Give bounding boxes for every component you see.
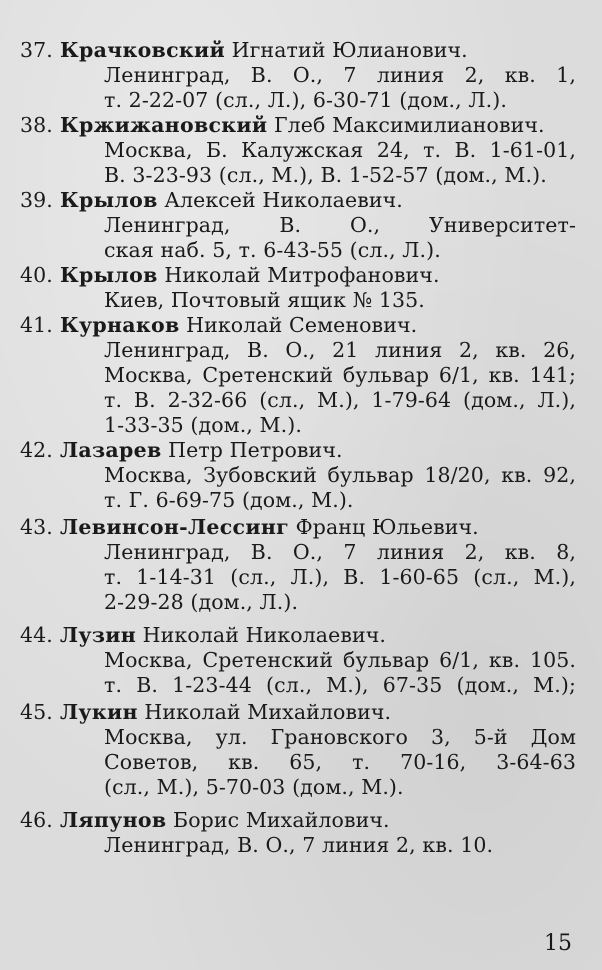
- entry-heading: [20, 188, 576, 213]
- entry-heading: [20, 623, 576, 648]
- entry-given-names: Петр Петрович.: [161, 438, 343, 462]
- entry-address-line: Ленинград, В. О., 7 линия 2, кв. 10.: [104, 833, 494, 857]
- entry-address-line: т. Г. 6-69-75 (дом., М.).: [104, 488, 354, 512]
- entry-surname: Левинсон-Лессинг: [60, 515, 289, 539]
- entry-surname: Ляпунов: [60, 808, 167, 832]
- entry-surname: Лузин: [60, 623, 137, 647]
- entry-number: 40.: [20, 263, 53, 287]
- entry-address-line: 1-33-35 (дом., М.).: [104, 413, 302, 437]
- entry-address-line: ская наб. 5, т. 6-43-55 (сл., Л.).: [104, 238, 441, 262]
- entry-given-names: Игнатий Юлианович.: [225, 38, 468, 62]
- directory-entry: [20, 623, 576, 698]
- entry-address-line: Ленинград, В. О., 21 линия 2, кв. 26,: [104, 338, 576, 362]
- entry-given-names: Николай Митрофанович.: [157, 263, 440, 287]
- entry-address-line: т. В. 2-32-66 (сл., М.), 1-79-64 (дом., Л.),: [104, 388, 576, 412]
- entry-address-line: Ленинград, В. О., 7 линия 2, кв. 1,: [104, 63, 576, 87]
- entry-address-line: Ленинград, В. О., 7 линия 2, кв. 8,: [104, 540, 576, 564]
- entry-heading: [20, 438, 576, 463]
- directory-entry: [20, 38, 576, 113]
- entry-address-line: Москва, ул. Грановского 3, 5-й Дом: [104, 725, 576, 749]
- entry-heading: [20, 515, 576, 540]
- entry-number: 44.: [20, 623, 53, 647]
- page-number: 15: [544, 931, 572, 956]
- entry-heading: [20, 113, 576, 138]
- entry-given-names: Николай Семенович.: [179, 313, 418, 337]
- entry-address-line: 2-29-28 (дом., Л.).: [104, 590, 299, 614]
- entry-address-line: т. 1-14-31 (сл., Л.), В. 1-60-65 (сл., М.),: [104, 565, 576, 589]
- directory-entry: [20, 263, 576, 313]
- entry-given-names: Николай Михайлович.: [137, 700, 392, 724]
- directory-entries: [20, 38, 576, 858]
- entry-number: 38.: [20, 113, 53, 137]
- entry-given-names: Франц Юльевич.: [289, 515, 479, 539]
- entry-surname: Крачковский: [60, 38, 225, 62]
- directory-entry: [20, 515, 576, 615]
- entry-address-line: Москва, Сретенский бульвар 6/1, кв. 141;: [104, 363, 576, 387]
- entry-address-line: Ленинград, В. О., Университет-: [104, 213, 576, 237]
- entry-surname: Лазарев: [60, 438, 162, 462]
- entry-given-names: Глеб Максимилианович.: [267, 113, 545, 137]
- entry-given-names: Борис Михайлович.: [166, 808, 390, 832]
- entry-address-line: Киев, Почтовый ящик № 135.: [104, 288, 425, 312]
- entry-address-line: т. 2-22-07 (сл., Л.), 6-30-71 (дом., Л.).: [104, 88, 507, 112]
- directory-entry: [20, 438, 576, 513]
- entry-number: 45.: [20, 700, 53, 724]
- entry-heading: [20, 263, 576, 288]
- entry-number: 42.: [20, 438, 53, 462]
- entry-surname: Крылов: [60, 263, 158, 287]
- entry-heading: [20, 700, 576, 725]
- directory-entry: [20, 188, 576, 263]
- entry-number: 37.: [20, 38, 53, 62]
- entry-heading: [20, 38, 576, 63]
- entry-heading: [20, 808, 576, 833]
- directory-entry: [20, 313, 576, 438]
- entry-given-names: Алексей Николаевич.: [157, 188, 403, 212]
- entry-heading: [20, 313, 576, 338]
- entry-number: 41.: [20, 313, 53, 337]
- entry-surname: Курнаков: [60, 313, 180, 337]
- entry-number: 43.: [20, 515, 53, 539]
- entry-surname: Кржижановский: [60, 113, 268, 137]
- entry-address-line: (сл., М.), 5-70-03 (дом., М.).: [104, 775, 404, 799]
- entry-address-line: Москва, Б. Калужская 24, т. В. 1-61-01,: [104, 138, 576, 162]
- entry-number: 39.: [20, 188, 53, 212]
- directory-entry: [20, 808, 576, 858]
- entry-surname: Лукин: [60, 700, 138, 724]
- entry-address-line: Москва, Сретенский бульвар 6/1, кв. 105.: [104, 648, 576, 672]
- directory-entry: [20, 113, 576, 188]
- entry-address-line: Советов, кв. 65, т. 70-16, 3-64-63: [104, 750, 576, 774]
- entry-address-line: Москва, Зубовский бульвар 18/20, кв. 92,: [104, 463, 576, 487]
- entry-surname: Крылов: [60, 188, 158, 212]
- entry-number: 46.: [20, 808, 53, 832]
- entry-given-names: Николай Николаевич.: [136, 623, 387, 647]
- entry-address-line: т. В. 1-23-44 (сл., М.), 67-35 (дом., М.);: [104, 673, 576, 697]
- directory-entry: [20, 700, 576, 800]
- entry-address-line: В. 3-23-93 (сл., М.), В. 1-52-57 (дом., М.).: [104, 163, 547, 187]
